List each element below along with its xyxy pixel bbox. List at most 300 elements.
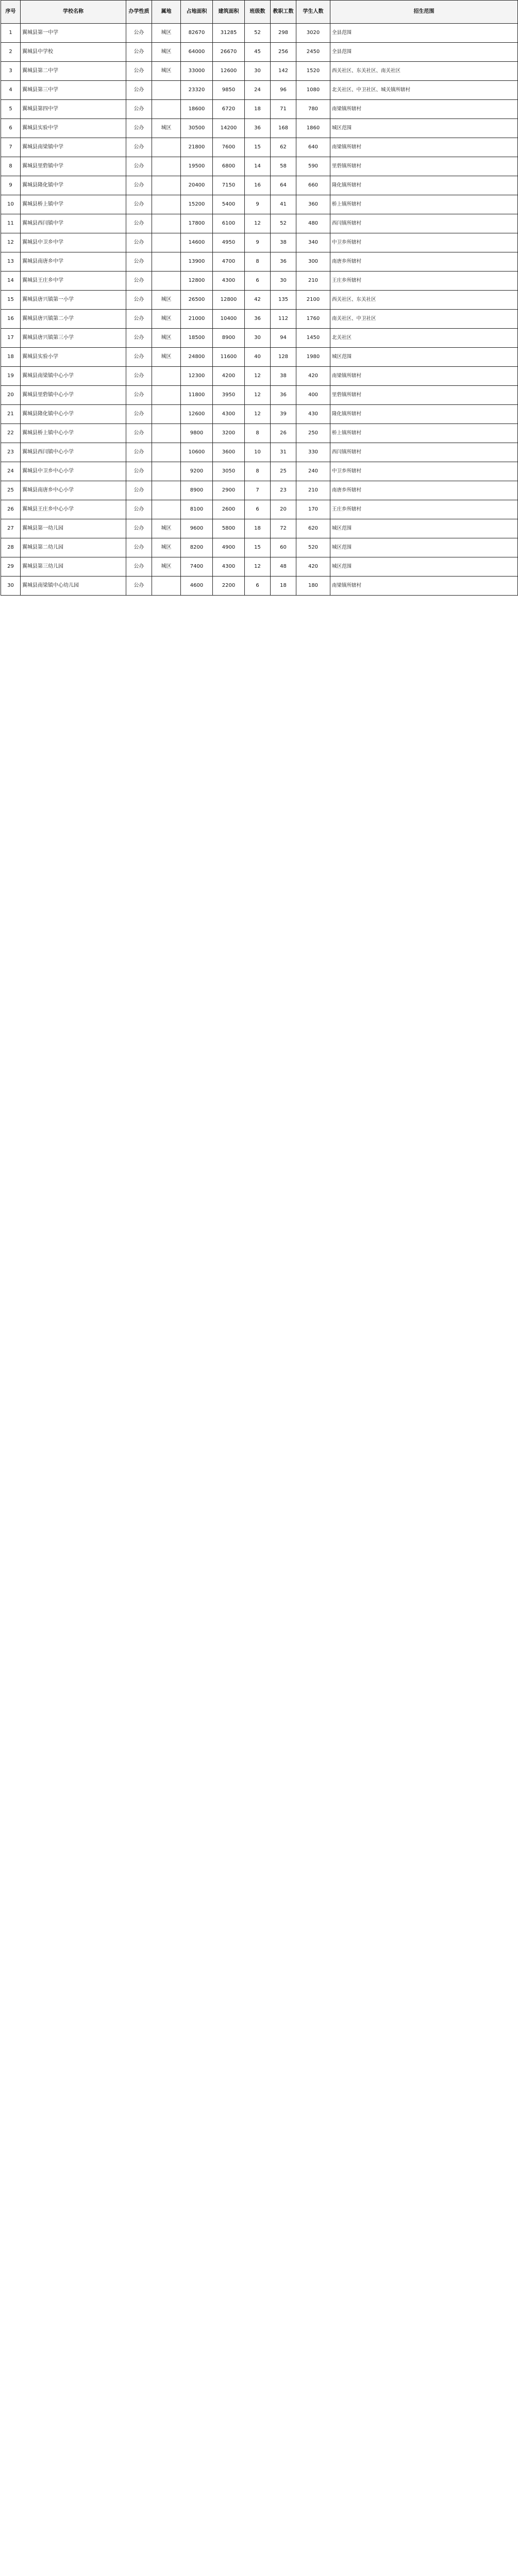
cell-building-area: 6720 bbox=[213, 100, 245, 119]
cell-location bbox=[152, 405, 181, 424]
cell-index: 10 bbox=[1, 195, 21, 214]
cell-school-name: 翼城县实验小学 bbox=[21, 348, 126, 367]
cell-building-area: 8900 bbox=[213, 329, 245, 348]
cell-students: 1980 bbox=[296, 348, 330, 367]
cell-students: 2450 bbox=[296, 43, 330, 62]
cell-building-area: 12600 bbox=[213, 62, 245, 81]
cell-students: 660 bbox=[296, 176, 330, 195]
cell-nature: 公办 bbox=[126, 424, 152, 443]
cell-school-name: 翼城县南梁镇中心幼儿园 bbox=[21, 577, 126, 596]
cell-enrollment-area: 中卫乡所辖村 bbox=[330, 233, 518, 252]
cell-index: 19 bbox=[1, 367, 21, 386]
cell-nature: 公办 bbox=[126, 462, 152, 481]
cell-land-area: 15200 bbox=[181, 195, 213, 214]
cell-nature: 公办 bbox=[126, 538, 152, 557]
cell-teachers: 39 bbox=[271, 405, 296, 424]
cell-nature: 公办 bbox=[126, 310, 152, 329]
cell-school-name: 翼城县第一幼儿园 bbox=[21, 519, 126, 538]
table-row bbox=[1, 538, 518, 557]
cell-teachers: 25 bbox=[271, 462, 296, 481]
cell-classes: 8 bbox=[245, 462, 271, 481]
cell-school-name: 翼城县第三中学 bbox=[21, 81, 126, 100]
cell-building-area: 7600 bbox=[213, 138, 245, 157]
cell-classes: 6 bbox=[245, 500, 271, 519]
cell-location bbox=[152, 481, 181, 500]
cell-index: 20 bbox=[1, 386, 21, 405]
table-row bbox=[1, 62, 518, 81]
cell-students: 590 bbox=[296, 157, 330, 176]
header-area: 招生范围 bbox=[330, 1, 518, 24]
cell-enrollment-area: 隆化镇所辖村 bbox=[330, 176, 518, 195]
cell-index: 30 bbox=[1, 577, 21, 596]
cell-land-area: 7400 bbox=[181, 557, 213, 577]
table-row bbox=[1, 462, 518, 481]
cell-building-area: 3050 bbox=[213, 462, 245, 481]
cell-location: 城区 bbox=[152, 329, 181, 348]
cell-location: 城区 bbox=[152, 62, 181, 81]
cell-teachers: 18 bbox=[271, 577, 296, 596]
cell-school-name: 翼城县中卫乡中学 bbox=[21, 233, 126, 252]
cell-index: 11 bbox=[1, 214, 21, 233]
cell-location bbox=[152, 424, 181, 443]
table-row bbox=[1, 119, 518, 138]
cell-building-area: 4300 bbox=[213, 405, 245, 424]
cell-land-area: 4600 bbox=[181, 577, 213, 596]
table-row bbox=[1, 272, 518, 291]
cell-location: 城区 bbox=[152, 291, 181, 310]
cell-classes: 7 bbox=[245, 481, 271, 500]
cell-classes: 18 bbox=[245, 519, 271, 538]
cell-index: 8 bbox=[1, 157, 21, 176]
cell-index: 24 bbox=[1, 462, 21, 481]
header-nature: 办学性质 bbox=[126, 1, 152, 24]
cell-location bbox=[152, 272, 181, 291]
cell-building-area: 2600 bbox=[213, 500, 245, 519]
cell-teachers: 64 bbox=[271, 176, 296, 195]
cell-students: 420 bbox=[296, 367, 330, 386]
cell-land-area: 11800 bbox=[181, 386, 213, 405]
cell-students: 520 bbox=[296, 538, 330, 557]
cell-nature: 公办 bbox=[126, 119, 152, 138]
cell-nature: 公办 bbox=[126, 443, 152, 462]
cell-enrollment-area: 南唐乡所辖村 bbox=[330, 252, 518, 272]
cell-index: 7 bbox=[1, 138, 21, 157]
cell-location bbox=[152, 252, 181, 272]
table-row bbox=[1, 519, 518, 538]
cell-land-area: 12600 bbox=[181, 405, 213, 424]
cell-building-area: 3200 bbox=[213, 424, 245, 443]
cell-building-area: 3600 bbox=[213, 443, 245, 462]
cell-building-area: 11600 bbox=[213, 348, 245, 367]
cell-teachers: 96 bbox=[271, 81, 296, 100]
header-index: 序号 bbox=[1, 1, 21, 24]
cell-teachers: 168 bbox=[271, 119, 296, 138]
cell-students: 250 bbox=[296, 424, 330, 443]
cell-enrollment-area: 南梁镇所辖村 bbox=[330, 367, 518, 386]
cell-building-area: 9850 bbox=[213, 81, 245, 100]
cell-index: 17 bbox=[1, 329, 21, 348]
cell-teachers: 142 bbox=[271, 62, 296, 81]
cell-school-name: 翼城县第一中学 bbox=[21, 24, 126, 43]
cell-teachers: 128 bbox=[271, 348, 296, 367]
cell-location bbox=[152, 100, 181, 119]
cell-enrollment-area: 全县范围 bbox=[330, 43, 518, 62]
cell-nature: 公办 bbox=[126, 138, 152, 157]
cell-building-area: 5800 bbox=[213, 519, 245, 538]
cell-teachers: 23 bbox=[271, 481, 296, 500]
cell-students: 420 bbox=[296, 557, 330, 577]
cell-enrollment-area: 南梁镇所辖村 bbox=[330, 577, 518, 596]
cell-students: 1760 bbox=[296, 310, 330, 329]
cell-index: 2 bbox=[1, 43, 21, 62]
header-land: 占地面积 bbox=[181, 1, 213, 24]
cell-building-area: 7150 bbox=[213, 176, 245, 195]
cell-teachers: 71 bbox=[271, 100, 296, 119]
cell-school-name: 翼城县中学校 bbox=[21, 43, 126, 62]
cell-students: 170 bbox=[296, 500, 330, 519]
cell-building-area: 6800 bbox=[213, 157, 245, 176]
cell-students: 210 bbox=[296, 481, 330, 500]
cell-building-area: 31285 bbox=[213, 24, 245, 43]
cell-teachers: 72 bbox=[271, 519, 296, 538]
cell-enrollment-area: 桥上镇所辖村 bbox=[330, 195, 518, 214]
cell-nature: 公办 bbox=[126, 81, 152, 100]
cell-enrollment-area: 城区范围 bbox=[330, 557, 518, 577]
table-row bbox=[1, 481, 518, 500]
cell-teachers: 298 bbox=[271, 24, 296, 43]
cell-index: 28 bbox=[1, 538, 21, 557]
cell-location bbox=[152, 462, 181, 481]
cell-teachers: 20 bbox=[271, 500, 296, 519]
cell-location: 城区 bbox=[152, 310, 181, 329]
cell-building-area: 2200 bbox=[213, 577, 245, 596]
cell-enrollment-area: 西闫镇所辖村 bbox=[330, 214, 518, 233]
cell-school-name: 翼城县第二幼儿园 bbox=[21, 538, 126, 557]
cell-nature: 公办 bbox=[126, 62, 152, 81]
cell-school-name: 翼城县中卫乡中心小学 bbox=[21, 462, 126, 481]
cell-building-area: 3950 bbox=[213, 386, 245, 405]
cell-location bbox=[152, 157, 181, 176]
cell-land-area: 17800 bbox=[181, 214, 213, 233]
cell-index: 27 bbox=[1, 519, 21, 538]
cell-location bbox=[152, 214, 181, 233]
cell-enrollment-area: 城区范围 bbox=[330, 119, 518, 138]
cell-location: 城区 bbox=[152, 119, 181, 138]
cell-classes: 30 bbox=[245, 329, 271, 348]
table-row bbox=[1, 367, 518, 386]
table-row bbox=[1, 405, 518, 424]
cell-location bbox=[152, 81, 181, 100]
cell-building-area: 4900 bbox=[213, 538, 245, 557]
cell-enrollment-area: 城区范围 bbox=[330, 538, 518, 557]
cell-teachers: 60 bbox=[271, 538, 296, 557]
table-row bbox=[1, 214, 518, 233]
cell-index: 3 bbox=[1, 62, 21, 81]
cell-nature: 公办 bbox=[126, 272, 152, 291]
cell-index: 4 bbox=[1, 81, 21, 100]
cell-location: 城区 bbox=[152, 557, 181, 577]
header-building: 建筑面积 bbox=[213, 1, 245, 24]
cell-enrollment-area: 王庄乡所辖村 bbox=[330, 500, 518, 519]
cell-students: 1520 bbox=[296, 62, 330, 81]
cell-students: 2100 bbox=[296, 291, 330, 310]
cell-students: 340 bbox=[296, 233, 330, 252]
cell-teachers: 31 bbox=[271, 443, 296, 462]
cell-nature: 公办 bbox=[126, 386, 152, 405]
cell-building-area: 14200 bbox=[213, 119, 245, 138]
cell-land-area: 18600 bbox=[181, 100, 213, 119]
cell-index: 14 bbox=[1, 272, 21, 291]
cell-enrollment-area: 北关社区 bbox=[330, 329, 518, 348]
cell-enrollment-area: 北关社区、中卫社区、城关镇所辖村 bbox=[330, 81, 518, 100]
cell-classes: 15 bbox=[245, 138, 271, 157]
cell-enrollment-area: 王庄乡所辖村 bbox=[330, 272, 518, 291]
cell-enrollment-area: 南关社区、中卫社区 bbox=[330, 310, 518, 329]
table-row bbox=[1, 138, 518, 157]
cell-nature: 公办 bbox=[126, 100, 152, 119]
cell-index: 13 bbox=[1, 252, 21, 272]
cell-location bbox=[152, 233, 181, 252]
cell-classes: 8 bbox=[245, 252, 271, 272]
cell-nature: 公办 bbox=[126, 577, 152, 596]
table-row bbox=[1, 233, 518, 252]
cell-nature: 公办 bbox=[126, 519, 152, 538]
cell-land-area: 12800 bbox=[181, 272, 213, 291]
cell-location: 城区 bbox=[152, 538, 181, 557]
table-row bbox=[1, 500, 518, 519]
cell-nature: 公办 bbox=[126, 557, 152, 577]
cell-building-area: 10400 bbox=[213, 310, 245, 329]
cell-location bbox=[152, 138, 181, 157]
cell-teachers: 38 bbox=[271, 367, 296, 386]
cell-classes: 12 bbox=[245, 405, 271, 424]
cell-nature: 公办 bbox=[126, 500, 152, 519]
cell-classes: 8 bbox=[245, 424, 271, 443]
table-row bbox=[1, 195, 518, 214]
cell-classes: 12 bbox=[245, 367, 271, 386]
cell-nature: 公办 bbox=[126, 233, 152, 252]
cell-students: 1080 bbox=[296, 81, 330, 100]
table-row bbox=[1, 310, 518, 329]
cell-classes: 14 bbox=[245, 157, 271, 176]
cell-teachers: 112 bbox=[271, 310, 296, 329]
cell-school-name: 翼城县南唐乡中心小学 bbox=[21, 481, 126, 500]
cell-index: 23 bbox=[1, 443, 21, 462]
header-row bbox=[1, 1, 518, 24]
table-row bbox=[1, 386, 518, 405]
school-enrollment-sheet bbox=[1, 0, 517, 596]
cell-teachers: 256 bbox=[271, 43, 296, 62]
cell-students: 300 bbox=[296, 252, 330, 272]
cell-students: 620 bbox=[296, 519, 330, 538]
cell-teachers: 58 bbox=[271, 157, 296, 176]
cell-students: 780 bbox=[296, 100, 330, 119]
cell-building-area: 4300 bbox=[213, 272, 245, 291]
cell-school-name: 翼城县南梁镇中心小学 bbox=[21, 367, 126, 386]
cell-land-area: 13900 bbox=[181, 252, 213, 272]
cell-land-area: 23320 bbox=[181, 81, 213, 100]
cell-nature: 公办 bbox=[126, 176, 152, 195]
cell-teachers: 135 bbox=[271, 291, 296, 310]
cell-enrollment-area: 里砦镇所辖村 bbox=[330, 157, 518, 176]
cell-classes: 24 bbox=[245, 81, 271, 100]
cell-land-area: 18500 bbox=[181, 329, 213, 348]
cell-land-area: 26500 bbox=[181, 291, 213, 310]
cell-location bbox=[152, 176, 181, 195]
cell-land-area: 21000 bbox=[181, 310, 213, 329]
cell-school-name: 翼城县里砦镇中学 bbox=[21, 157, 126, 176]
cell-location bbox=[152, 443, 181, 462]
cell-teachers: 30 bbox=[271, 272, 296, 291]
table-row bbox=[1, 577, 518, 596]
cell-index: 29 bbox=[1, 557, 21, 577]
cell-nature: 公办 bbox=[126, 367, 152, 386]
header-location: 属地 bbox=[152, 1, 181, 24]
table-row bbox=[1, 252, 518, 272]
cell-location: 城区 bbox=[152, 24, 181, 43]
cell-building-area: 4300 bbox=[213, 557, 245, 577]
cell-classes: 45 bbox=[245, 43, 271, 62]
cell-school-name: 翼城县王庄乡中学 bbox=[21, 272, 126, 291]
cell-classes: 12 bbox=[245, 557, 271, 577]
cell-school-name: 翼城县西闫镇中心小学 bbox=[21, 443, 126, 462]
cell-enrollment-area: 西闫镇所辖村 bbox=[330, 443, 518, 462]
cell-school-name: 翼城县里砦镇中心小学 bbox=[21, 386, 126, 405]
cell-location bbox=[152, 195, 181, 214]
cell-classes: 10 bbox=[245, 443, 271, 462]
table-header bbox=[1, 1, 518, 24]
cell-students: 210 bbox=[296, 272, 330, 291]
cell-teachers: 41 bbox=[271, 195, 296, 214]
table-row bbox=[1, 291, 518, 310]
cell-school-name: 翼城县王庄乡中心小学 bbox=[21, 500, 126, 519]
cell-students: 3020 bbox=[296, 24, 330, 43]
header-students: 学生人数 bbox=[296, 1, 330, 24]
cell-students: 180 bbox=[296, 577, 330, 596]
cell-land-area: 64000 bbox=[181, 43, 213, 62]
cell-teachers: 26 bbox=[271, 424, 296, 443]
cell-nature: 公办 bbox=[126, 24, 152, 43]
cell-land-area: 8900 bbox=[181, 481, 213, 500]
table-row bbox=[1, 176, 518, 195]
cell-nature: 公办 bbox=[126, 329, 152, 348]
cell-index: 9 bbox=[1, 176, 21, 195]
cell-enrollment-area: 南唐乡所辖村 bbox=[330, 481, 518, 500]
table-row bbox=[1, 157, 518, 176]
cell-land-area: 20400 bbox=[181, 176, 213, 195]
cell-school-name: 翼城县实验中学 bbox=[21, 119, 126, 138]
cell-nature: 公办 bbox=[126, 481, 152, 500]
cell-land-area: 82670 bbox=[181, 24, 213, 43]
cell-land-area: 19500 bbox=[181, 157, 213, 176]
cell-building-area: 4200 bbox=[213, 367, 245, 386]
cell-enrollment-area: 中卫乡所辖村 bbox=[330, 462, 518, 481]
cell-classes: 6 bbox=[245, 577, 271, 596]
cell-location: 城区 bbox=[152, 519, 181, 538]
cell-land-area: 9200 bbox=[181, 462, 213, 481]
table-row bbox=[1, 424, 518, 443]
cell-enrollment-area: 里砦镇所辖村 bbox=[330, 386, 518, 405]
cell-teachers: 36 bbox=[271, 252, 296, 272]
cell-school-name: 翼城县西闫镇中学 bbox=[21, 214, 126, 233]
cell-land-area: 9800 bbox=[181, 424, 213, 443]
cell-nature: 公办 bbox=[126, 291, 152, 310]
cell-nature: 公办 bbox=[126, 157, 152, 176]
cell-building-area: 4950 bbox=[213, 233, 245, 252]
cell-building-area: 2900 bbox=[213, 481, 245, 500]
table-row bbox=[1, 329, 518, 348]
cell-teachers: 36 bbox=[271, 386, 296, 405]
cell-enrollment-area: 南梁镇所辖村 bbox=[330, 100, 518, 119]
table-row bbox=[1, 24, 518, 43]
cell-building-area: 6100 bbox=[213, 214, 245, 233]
cell-building-area: 12800 bbox=[213, 291, 245, 310]
cell-classes: 12 bbox=[245, 386, 271, 405]
cell-enrollment-area: 桥上镇所辖村 bbox=[330, 424, 518, 443]
cell-index: 1 bbox=[1, 24, 21, 43]
cell-enrollment-area: 西关社区、东关社区、南关社区 bbox=[330, 62, 518, 81]
cell-classes: 18 bbox=[245, 100, 271, 119]
cell-location: 城区 bbox=[152, 348, 181, 367]
cell-land-area: 10600 bbox=[181, 443, 213, 462]
cell-teachers: 94 bbox=[271, 329, 296, 348]
cell-students: 430 bbox=[296, 405, 330, 424]
cell-school-name: 翼城县唐兴镇第三小学 bbox=[21, 329, 126, 348]
cell-land-area: 8200 bbox=[181, 538, 213, 557]
cell-enrollment-area: 南梁镇所辖村 bbox=[330, 138, 518, 157]
cell-classes: 6 bbox=[245, 272, 271, 291]
cell-building-area: 26670 bbox=[213, 43, 245, 62]
cell-students: 480 bbox=[296, 214, 330, 233]
cell-teachers: 38 bbox=[271, 233, 296, 252]
cell-index: 22 bbox=[1, 424, 21, 443]
cell-school-name: 翼城县第三幼儿园 bbox=[21, 557, 126, 577]
cell-school-name: 翼城县第二中学 bbox=[21, 62, 126, 81]
cell-classes: 9 bbox=[245, 195, 271, 214]
cell-enrollment-area: 全县范围 bbox=[330, 24, 518, 43]
cell-index: 15 bbox=[1, 291, 21, 310]
cell-index: 25 bbox=[1, 481, 21, 500]
cell-school-name: 翼城县桥上镇中心小学 bbox=[21, 424, 126, 443]
cell-nature: 公办 bbox=[126, 214, 152, 233]
table-row bbox=[1, 443, 518, 462]
header-teachers: 教职工数 bbox=[271, 1, 296, 24]
table-row bbox=[1, 81, 518, 100]
cell-location bbox=[152, 577, 181, 596]
cell-nature: 公办 bbox=[126, 195, 152, 214]
header-classes: 班级数 bbox=[245, 1, 271, 24]
cell-classes: 30 bbox=[245, 62, 271, 81]
cell-index: 12 bbox=[1, 233, 21, 252]
cell-school-name: 翼城县唐兴镇第二小学 bbox=[21, 310, 126, 329]
cell-building-area: 5400 bbox=[213, 195, 245, 214]
cell-school-name: 翼城县隆化镇中学 bbox=[21, 176, 126, 195]
cell-index: 26 bbox=[1, 500, 21, 519]
cell-land-area: 30500 bbox=[181, 119, 213, 138]
cell-index: 18 bbox=[1, 348, 21, 367]
cell-land-area: 21800 bbox=[181, 138, 213, 157]
table-body bbox=[1, 24, 518, 596]
cell-students: 400 bbox=[296, 386, 330, 405]
cell-classes: 15 bbox=[245, 538, 271, 557]
cell-land-area: 14600 bbox=[181, 233, 213, 252]
cell-classes: 9 bbox=[245, 233, 271, 252]
cell-land-area: 33000 bbox=[181, 62, 213, 81]
cell-school-name: 翼城县隆化镇中心小学 bbox=[21, 405, 126, 424]
cell-classes: 42 bbox=[245, 291, 271, 310]
cell-land-area: 12300 bbox=[181, 367, 213, 386]
school-table bbox=[1, 0, 518, 596]
